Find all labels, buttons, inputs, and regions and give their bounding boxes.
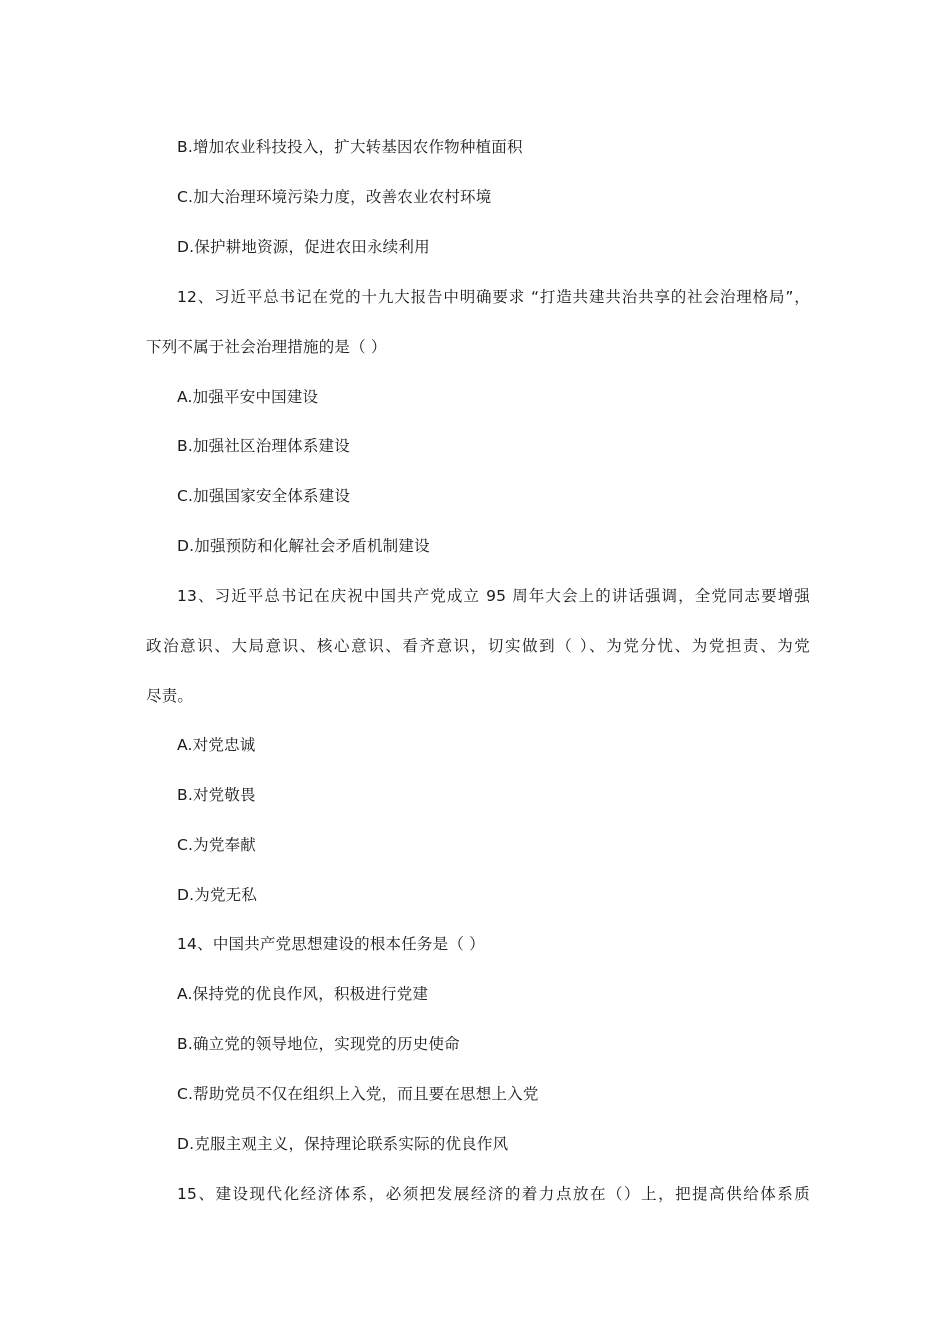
option-d-q12: D.加强预防和化解社会矛盾机制建设 bbox=[177, 537, 430, 555]
option-d-q11: D.保护耕地资源，促进农田永续利用 bbox=[177, 238, 430, 256]
option-b-q13: B.对党敬畏 bbox=[177, 786, 256, 804]
option-d-q13: D.为党无私 bbox=[177, 886, 258, 904]
question-13-line-2: 政治意识、大局意识、核心意识、看齐意识，切实做到（ ）、为党分忧、为党担责、为党 bbox=[146, 637, 810, 655]
option-a-q14: A.保持党的优良作风，积极进行党建 bbox=[177, 985, 429, 1003]
option-b-q11: B.增加农业科技投入，扩大转基因农作物种植面积 bbox=[177, 138, 523, 156]
question-15-line-1: 15、建设现代化经济体系，必须把发展经济的着力点放在（）上，把提高供给体系质 bbox=[177, 1185, 810, 1203]
question-14: 14、中国共产党思想建设的根本任务是（ ） bbox=[177, 935, 485, 953]
option-b-q14: B.确立党的领导地位，实现党的历史使命 bbox=[177, 1035, 460, 1053]
option-c-q11: C.加大治理环境污染力度，改善农业农村环境 bbox=[177, 188, 492, 206]
question-13-line-1: 13、习近平总书记在庆祝中国共产党成立 95 周年大会上的讲话强调，全党同志要增强 bbox=[177, 587, 810, 605]
question-12-line-1: 12、习近平总书记在党的十九大报告中明确要求 “打造共建共治共享的社会治理格局”， bbox=[177, 288, 810, 306]
option-a-q13: A.对党忠诚 bbox=[177, 736, 256, 754]
option-a-q12: A.加强平安中国建设 bbox=[177, 388, 319, 406]
option-c-q12: C.加强国家安全体系建设 bbox=[177, 487, 351, 505]
option-c-q13: C.为党奉献 bbox=[177, 836, 256, 854]
question-13-line-3: 尽责。 bbox=[146, 687, 194, 705]
option-d-q14: D.克服主观主义，保持理论联系实际的优良作风 bbox=[177, 1135, 509, 1153]
question-12-line-2: 下列不属于社会治理措施的是（ ） bbox=[146, 338, 387, 356]
option-b-q12: B.加强社区治理体系建设 bbox=[177, 437, 350, 455]
option-c-q14: C.帮助党员不仅在组织上入党，而且要在思想上入党 bbox=[177, 1085, 539, 1103]
